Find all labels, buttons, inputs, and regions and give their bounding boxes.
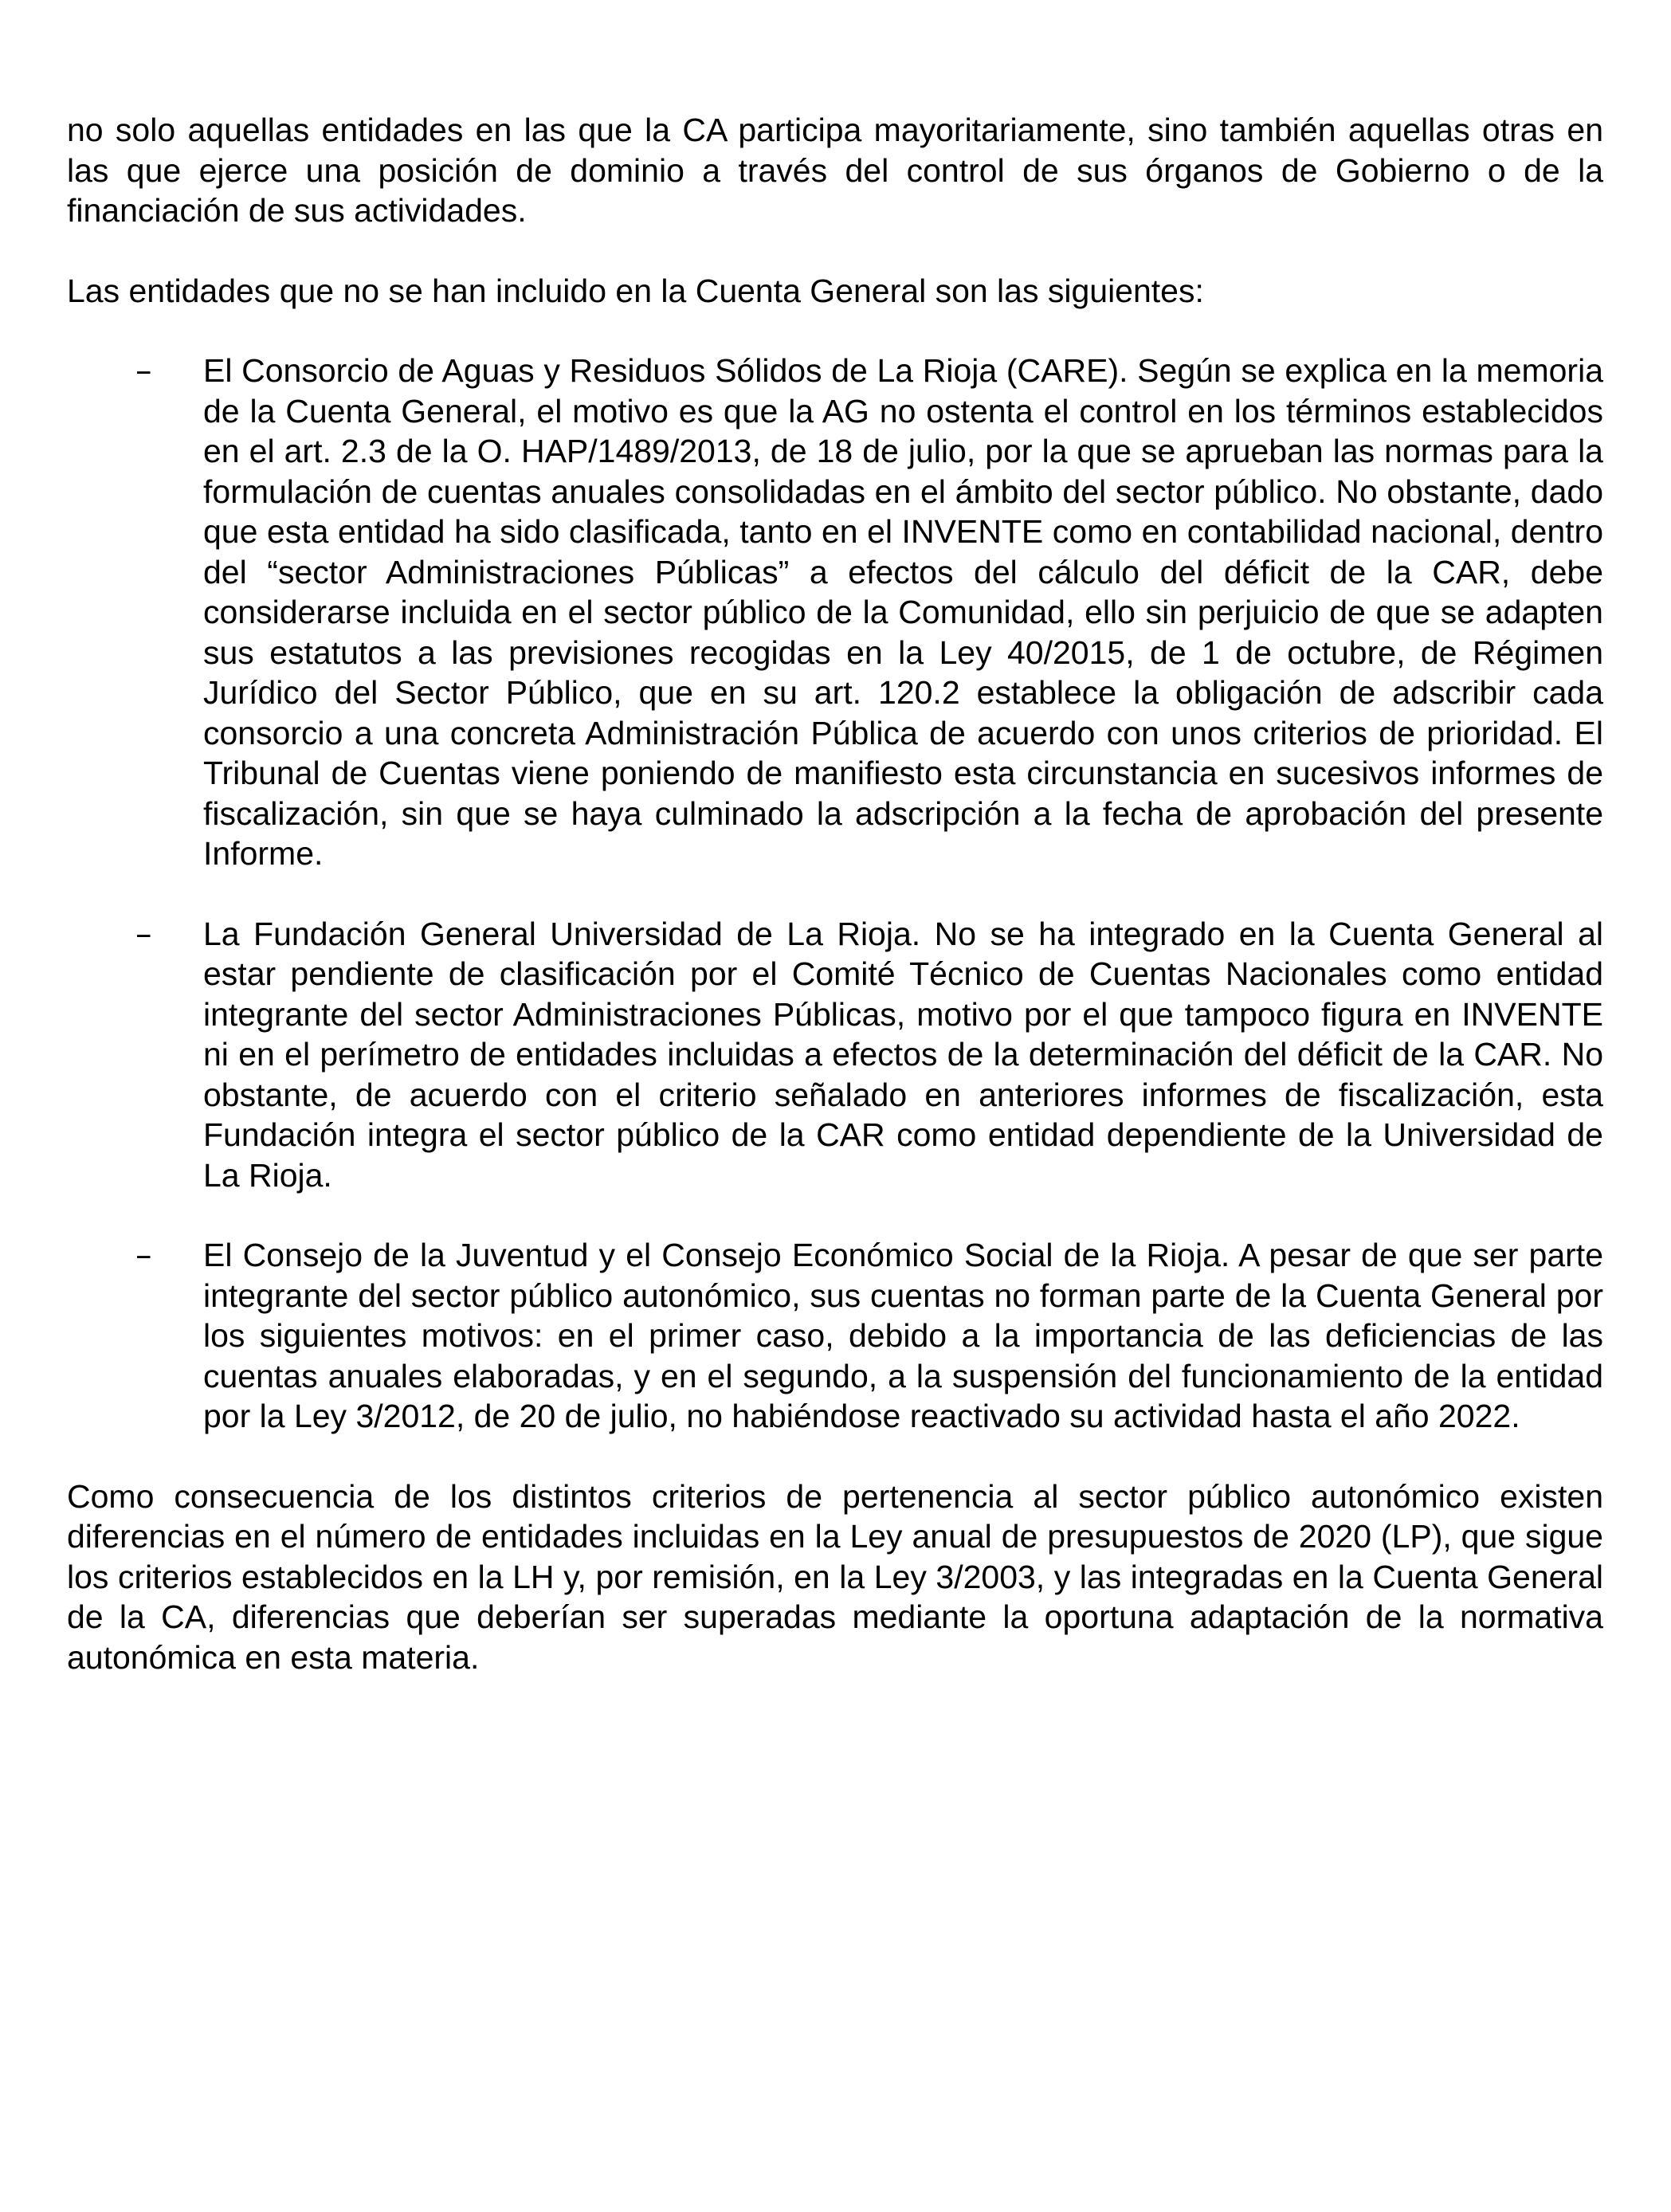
closing-paragraph: Como consecuencia de los distintos criterios de pertenencia al sector público autonómico existen diferencias en el número de entidades incluidas en la Ley anual de presupuestos de 2020 (LP), que sigue los criterios establecidos en la LH y, por remisión, en la Ley 3/2003, y las integradas en la Cuenta General de la CA, diferencias que deberían ser superadas mediante la oportuna adaptación de la normativa autonómica en esta materia. (67, 1477, 1603, 1676)
list-item-fundacion (67, 914, 1603, 1196)
dash-bullet-icon: – (135, 914, 152, 953)
excluded-entities-list (67, 351, 1603, 1437)
list-item-consejos (67, 1235, 1603, 1437)
dash-bullet-icon: – (135, 1236, 152, 1274)
list-item-text: El Consejo de la Juventud y el Consejo Económico Social de la Rioja. A pesar de que ser parte integrante del sector público autonómico, sus cuentas no forman parte de la Cuenta General por los siguientes motivos: en el primer caso, debido a la importancia de las deficiencias de las cuentas anuales elaboradas, y en el segundo, a la suspensión del funcionamiento de la entidad por la Ley 3/2012, de 20 de julio, no habiéndose reactivado su actividad hasta el año 2022. (203, 1237, 1603, 1434)
list-item-text: La Fundación General Universidad de La Rioja. No se ha integrado en la Cuenta General al estar pendiente de clasificación por el Comité Técnico de Cuentas Nacionales como entidad integrante del sector Administraciones Públicas, motivo por el que tampoco figura en INVENTE ni en el perímetro de entidades incluidas a efectos de la determinación del déficit de la CAR. No obstante, de acuerdo con el criterio señalado en anteriores informes de fiscalización, esta Fundación integra el sector público de la CAR como entidad dependiente de la Universidad de La Rioja. (203, 915, 1603, 1194)
list-item-text: El Consorcio de Aguas y Residuos Sólidos de La Rioja (CARE). Según se explica en la memoria de la Cuenta General, el motivo es que la AG no ostenta el control en los términos establecidos en el art. 2.3 de la O. HAP/1489/2013, de 18 de julio, por la que se aprueban las normas para la formulación de cuentas anuales consolidadas en el ámbito del sector público. No obstante, dado que esta entidad ha sido clasificada, tanto en el INVENTE como en contabilidad nacional, dentro del “sector Administraciones Públicas” a efectos del cálculo del déficit de la CAR, debe considerarse incluida en el sector público de la Comunidad, ello sin perjuicio de que se adapten sus estatutos a las previsiones recogidas en la Ley 40/2015, de 1 de octubre, de Régimen Jurídico del Sector Público, que en su art. 120.2 establece la obligación de adscribir cada consorcio a una concreta Administración Pública de acuerdo con unos criterios de prioridad. El Tribunal de Cuentas viene poniendo de manifiesto esta circunstancia en sucesivos informes de fiscalización, sin que se haya culminado la adscripción a la fecha de aprobación del presente Informe. (203, 352, 1603, 872)
dash-bullet-icon: – (135, 351, 152, 390)
list-item-care (67, 351, 1603, 874)
document-page (67, 110, 1603, 1677)
intro-paragraph: no solo aquellas entidades en las que la CA participa mayoritariamente, sino también aquellas otras en las que ejerce una posición de dominio a través del control de sus órganos de Gobierno o de la financiación de sus actividades. (67, 112, 1603, 229)
list-intro-paragraph: Las entidades que no se han incluido en la Cuenta General son las siguientes: (67, 272, 1204, 309)
